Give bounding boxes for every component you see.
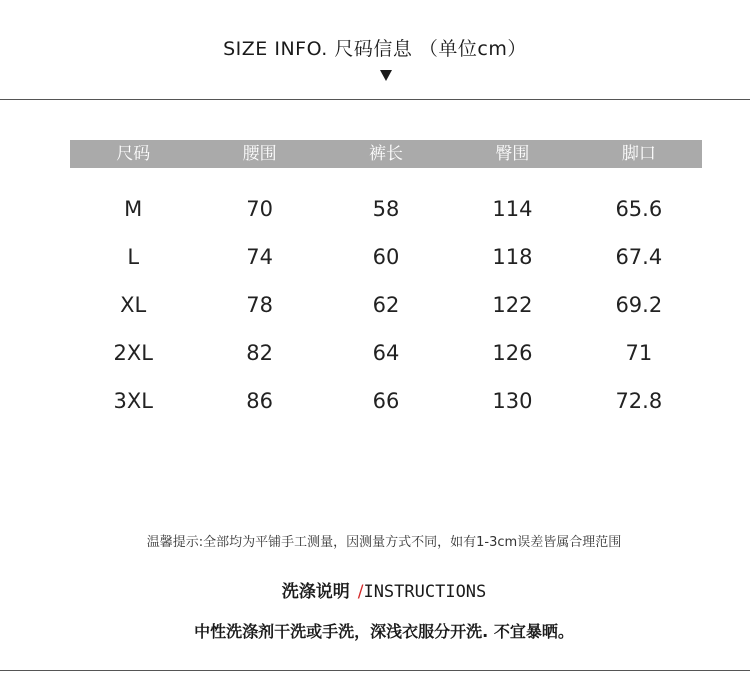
wash-title-slash: / [357, 582, 364, 602]
header-waist: 腰围 [242, 144, 277, 164]
header-hip: 臀围 [495, 144, 530, 164]
cell-length: 64 [372, 341, 400, 365]
header-size: 尺码 [116, 144, 151, 164]
table-row [70, 281, 702, 329]
cell-length: 66 [372, 389, 400, 413]
cell-leg-opening: 67.4 [615, 245, 663, 269]
cell-hip: 118 [492, 245, 533, 269]
size-table-header [70, 140, 702, 168]
cell-length: 58 [372, 197, 400, 221]
cell-leg-opening: 69.2 [615, 293, 663, 317]
wash-instructions-body: 中性洗涤剂干洗或手洗，深浅衣服分开洗. 不宜暴晒。 [194, 622, 574, 641]
page-title: SIZE INFO. 尺码信息 （单位cm） [223, 38, 527, 60]
down-arrow-icon [380, 70, 392, 81]
cell-hip: 130 [492, 389, 533, 413]
header-leg-opening: 脚口 [621, 144, 656, 164]
cell-waist: 82 [246, 341, 273, 365]
cell-waist: 74 [246, 245, 273, 269]
wash-instructions-title [0, 577, 750, 602]
cell-size: L [127, 245, 140, 269]
cell-leg-opening: 71 [625, 341, 653, 365]
cell-size: 3XL [113, 389, 153, 413]
cell-hip: 126 [492, 341, 533, 365]
header-length: 裤长 [369, 144, 404, 164]
wash-title-en: INSTRUCTIONS [363, 582, 487, 602]
table-row [70, 233, 702, 281]
cell-size: XL [120, 293, 147, 317]
cell-size: M [124, 197, 143, 221]
table-row [70, 329, 702, 377]
table-row [70, 185, 702, 233]
size-table-body [70, 185, 702, 425]
cell-size: 2XL [113, 341, 153, 365]
cell-waist: 86 [246, 389, 273, 413]
table-row [70, 377, 702, 425]
cell-length: 60 [372, 245, 400, 269]
cell-length: 62 [372, 293, 400, 317]
wash-title-cn: 洗涤说明 [281, 582, 350, 602]
cell-hip: 122 [492, 293, 533, 317]
cell-leg-opening: 65.6 [615, 197, 663, 221]
bottom-divider [0, 670, 750, 671]
cell-hip: 114 [492, 197, 533, 221]
cell-waist: 78 [246, 293, 273, 317]
cell-leg-opening: 72.8 [615, 389, 663, 413]
cell-waist: 70 [246, 197, 273, 221]
top-divider [0, 99, 750, 100]
measurement-note: 温馨提示:全部均为平铺手工测量，因测量方式不同，如有1-3cm误差皆属合理范围 [146, 535, 622, 550]
